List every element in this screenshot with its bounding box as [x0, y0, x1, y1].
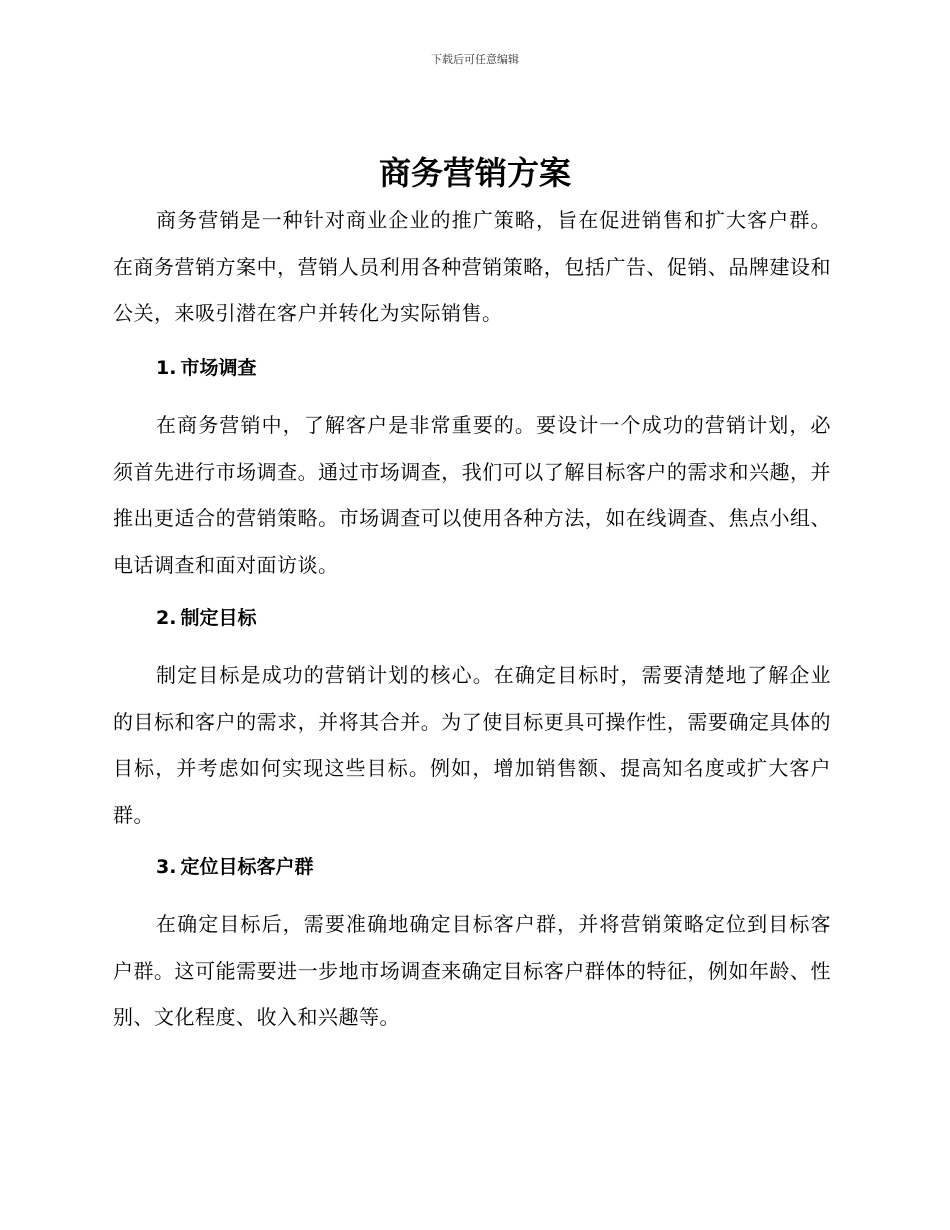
section-heading-1 — [156, 353, 256, 383]
section-heading-3 — [156, 852, 313, 882]
section-title: 定位目标客户群 — [180, 856, 314, 878]
section-body-3: 在确定目标后，需要准确地确定目标客户群，并将营销策略定位到目标客户群。这可能需要进一步地市场调查来确定目标客户群体的特征，例如年龄、性别、文化程度、收入和兴趣等。 — [113, 912, 831, 1029]
section-number: 1. — [156, 357, 177, 379]
section-title: 市场调查 — [180, 357, 257, 379]
section-title: 制定目标 — [180, 607, 257, 629]
header-note: 下载后可任意编辑 — [431, 53, 519, 66]
section-body-1: 在商务营销中，了解客户是非常重要的。要设计一个成功的营销计划，必须首先进行市场调查。通过市场调查，我们可以了解目标客户的需求和兴趣，并推出更适合的营销策略。市场调查可以使用各种方法，如在线调查、焦点小组、电话调查和面对面访谈。 — [113, 413, 831, 577]
section-number: 3. — [156, 856, 177, 878]
intro-paragraph: 商务营销是一种针对商业企业的推广策略，旨在促进销售和扩大客户群。在商务营销方案中，营销人员利用各种营销策略，包括广告、促销、品牌建设和公关，来吸引潜在客户并转化为实际销售。 — [113, 208, 831, 325]
page-title: 商务营销方案 — [378, 154, 571, 192]
section-body-2: 制定目标是成功的营销计划的核心。在确定目标时，需要清楚地了解企业的目标和客户的需求，并将其合并。为了使目标更具可操作性，需要确定具体的目标，并考虑如何实现这些目标。例如，增加销售额、提高知名度或扩大客户群。 — [113, 663, 831, 827]
section-heading-2 — [156, 603, 256, 633]
section-number: 2. — [156, 607, 177, 629]
